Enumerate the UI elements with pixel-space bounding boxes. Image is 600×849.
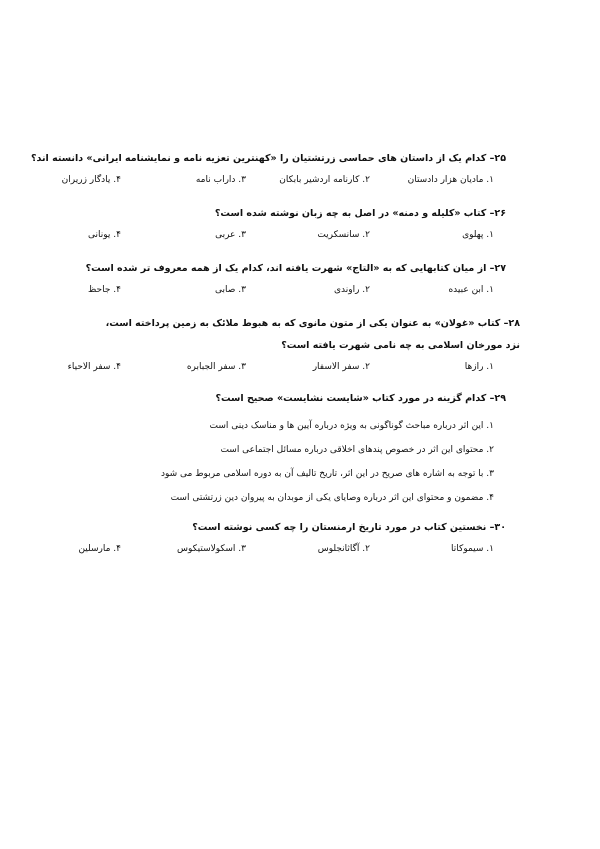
option-3[interactable]: ۳. عربی xyxy=(215,230,246,240)
question-text: ۲۸– کتاب «غولان» به عنوان یکی از متون مانوی که به هبوط ملائک به زمین پرداخته است، نزد مورخان اسلامی به چه نامی شهرت یافته است؟ xyxy=(105,318,520,351)
option-4[interactable]: ۴. جاحظ xyxy=(88,285,121,295)
options-column xyxy=(100,414,506,510)
option-2[interactable]: ۲. راوندی xyxy=(333,285,370,295)
question-number: ۲۸ xyxy=(508,318,520,329)
question-number: ۲۷ xyxy=(494,263,506,274)
option-4[interactable]: ۴. سفر الاحیاء xyxy=(67,362,121,372)
option-1[interactable]: ۱. این اثر درباره مباحث گوناگونی به ویژه درباره آیین ها و مناسک دینی است xyxy=(209,421,494,431)
question-body: کدام گزینه در مورد کتاب «شایست نشایست» صحیح است؟ xyxy=(215,393,487,404)
option-2[interactable]: ۲. محتوای این اثر در خصوص پندهای اخلاقی درباره مسائل اجتماعی است xyxy=(220,445,494,455)
option-2[interactable]: ۲. سانسکریت xyxy=(317,230,370,240)
question-29 xyxy=(100,388,506,510)
question-text: ۲۶– کتاب «کلیله و دمنه» در اصل به چه زبان نوشته شده است؟ xyxy=(214,208,506,219)
option-3[interactable]: ۳. سفر الجبابره xyxy=(186,362,246,372)
option-1[interactable]: ۱. سیموکاتا xyxy=(451,544,494,554)
option-3[interactable]: ۳. اسکولاستیکوس xyxy=(177,544,246,554)
question-body: کدام یک از داستان های حماسی زرتشتیان را «کهنترین تعزیه نامه و نمایشنامه ایرانی» دانسته اند؟ xyxy=(30,153,487,164)
question-28 xyxy=(67,313,520,382)
options-row xyxy=(88,230,506,250)
question-number: ۲۶ xyxy=(494,208,506,219)
question-text: ۳۰– نخستین کتاب در مورد تاریخ ارمنستان را چه کسی نوشته است؟ xyxy=(192,522,506,533)
option-3[interactable]: ۳. صابی xyxy=(215,285,246,295)
options-row xyxy=(78,544,506,564)
question-26 xyxy=(88,203,506,250)
option-1[interactable]: ۱. رازها xyxy=(464,362,494,372)
question-27 xyxy=(85,258,506,305)
question-number: ۳۰ xyxy=(494,522,506,533)
option-4[interactable]: ۴. یونانی xyxy=(88,230,121,240)
question-text: ۲۷– از میان کتابهایی که به «التاج» شهرت یافته اند، کدام یک از همه معروف تر شده است؟ xyxy=(85,263,506,274)
option-4[interactable]: ۴. یادگار زریران xyxy=(61,175,121,185)
options-row xyxy=(67,362,506,382)
question-body: کتاب «کلیله و دمنه» در اصل به چه زبان نوشته شده است؟ xyxy=(214,208,487,219)
question-body: نخستین کتاب در مورد تاریخ ارمنستان را چه کسی نوشته است؟ xyxy=(192,522,487,533)
option-1[interactable]: ۱. پهلوی xyxy=(462,230,494,240)
option-2[interactable]: ۲. آگاثانجلوس xyxy=(317,544,370,554)
option-4[interactable]: ۴. مضمون و محتوای این اثر درباره وصایای یکی از موبدان به پیروان دین زرتشتی است xyxy=(170,493,494,503)
question-body: کتاب «غولان» به عنوان یکی از متون مانوی که به هبوط ملائک به زمین پرداخته است، نزد مورخان اسلامی به چه نامی شهرت یافته است؟ xyxy=(105,318,520,351)
question-text: ۲۹– کدام گزینه در مورد کتاب «شایست نشایست» صحیح است؟ xyxy=(215,393,506,404)
options-row xyxy=(88,285,506,305)
question-30 xyxy=(78,517,506,564)
question-25 xyxy=(30,148,506,195)
option-2[interactable]: ۲. کارنامه اردشیر بابکان xyxy=(279,175,370,185)
question-number: ۲۹ xyxy=(494,393,506,404)
option-2[interactable]: ۲. سفر الاسفار xyxy=(312,362,370,372)
option-4[interactable]: ۴. مارسلین xyxy=(78,544,121,554)
options-row xyxy=(61,175,506,195)
option-1[interactable]: ۱. ابن عبیده xyxy=(448,285,494,295)
option-3[interactable]: ۳. با توجه به اشاره های صریح در این اثر، تاریخ تالیف آن به دوره اسلامی مربوط می شود xyxy=(160,469,494,479)
question-text: ۲۵– کدام یک از داستان های حماسی زرتشتیان را «کهنترین تعزیه نامه و نمایشنامه ایرانی» دانسته اند؟ xyxy=(30,153,506,164)
question-body: از میان کتابهایی که به «التاج» شهرت یافته اند، کدام یک از همه معروف تر شده است؟ xyxy=(85,263,487,274)
option-3[interactable]: ۳. داراب نامه xyxy=(195,175,246,185)
question-number: ۲۵ xyxy=(494,153,506,164)
option-1[interactable]: ۱. مادیان هزار دادستان xyxy=(407,175,494,185)
